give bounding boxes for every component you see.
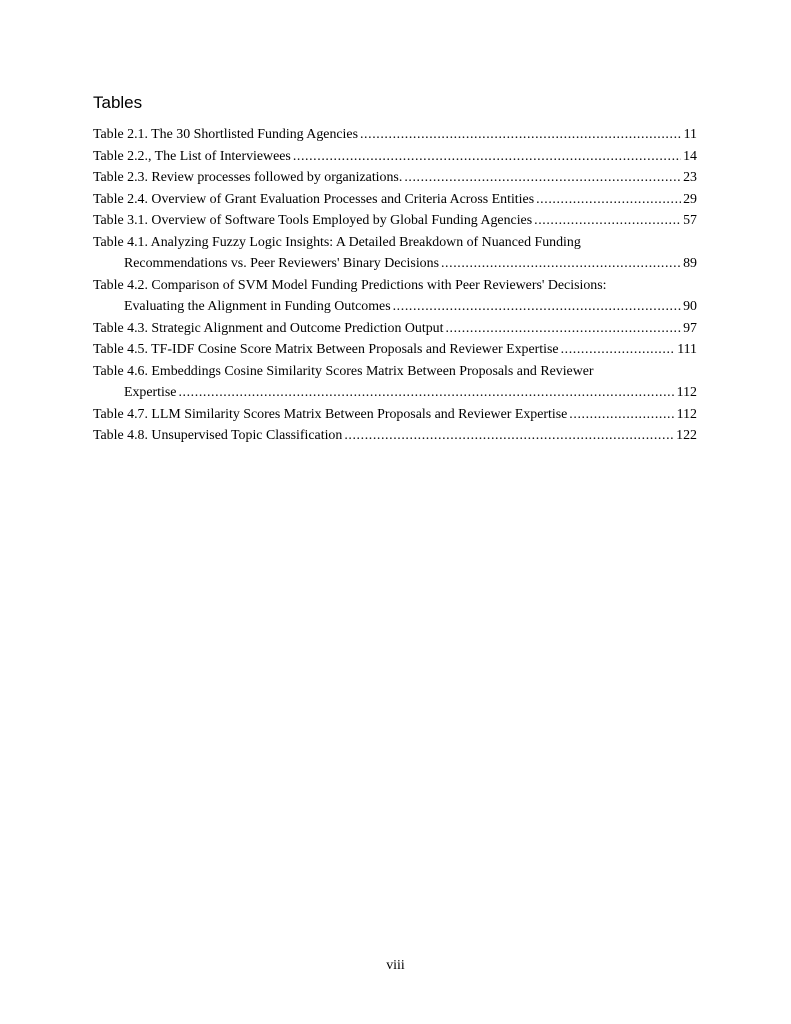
toc-entry-line	[93, 404, 697, 426]
dot-leader	[441, 253, 681, 275]
toc-entry-page: 112	[676, 406, 697, 422]
toc-entry-title: Table 4.2. Comparison of SVM Model Funding Predictions with Peer Reviewers' Decisions:	[93, 277, 607, 293]
toc-entry-page: 14	[683, 148, 697, 164]
dot-leader	[404, 167, 681, 189]
toc-entry-title: Table 2.1. The 30 Shortlisted Funding Agencies	[93, 127, 358, 142]
dot-leader	[344, 425, 674, 447]
toc-entry-page: 11	[683, 127, 697, 142]
toc-entry-first-line	[93, 232, 697, 254]
dot-leader	[293, 146, 681, 168]
toc-entry-title-continued: Recommendations vs. Peer Reviewers' Binary Decisions	[124, 256, 439, 271]
toc-entry-continuation-line	[93, 253, 697, 275]
dot-leader	[561, 339, 676, 361]
dot-leader	[393, 296, 682, 318]
toc-entry-line	[93, 146, 697, 168]
toc-entry-page: 89	[683, 256, 697, 271]
toc-entry-page: 29	[683, 191, 697, 207]
toc-entry[interactable]	[93, 189, 697, 211]
toc-entry[interactable]	[93, 146, 697, 168]
table-of-contents-list	[93, 124, 697, 447]
toc-entry-line	[93, 210, 697, 232]
toc-entry[interactable]	[93, 404, 697, 426]
toc-entry-page: 23	[683, 170, 697, 185]
toc-entry-title: Table 4.1. Analyzing Fuzzy Logic Insights: A Detailed Breakdown of Nuanced Funding	[93, 234, 581, 250]
list-of-tables-heading: Tables	[93, 93, 143, 112]
toc-entry-page: 122	[676, 428, 697, 443]
toc-entry-continuation-line	[93, 382, 697, 404]
toc-entry-title: Table 2.4. Overview of Grant Evaluation Processes and Criteria Across Entities	[93, 191, 535, 207]
toc-entry-line	[93, 339, 697, 361]
toc-entry[interactable]	[93, 425, 697, 447]
toc-entry-first-line	[93, 361, 697, 383]
toc-entry[interactable]	[93, 124, 697, 146]
dot-leader	[536, 189, 681, 211]
toc-entry-line	[93, 425, 697, 447]
toc-entry-continuation-line	[93, 296, 697, 318]
dot-leader	[569, 404, 674, 426]
toc-entry-line	[93, 318, 697, 340]
toc-entry-line	[93, 189, 697, 211]
toc-entry-page: 112	[676, 385, 697, 400]
toc-entry-page: 90	[683, 299, 697, 314]
dot-leader	[445, 318, 681, 340]
toc-entry-title: Table 4.8. Unsupervised Topic Classification	[93, 428, 343, 443]
toc-entry-title: Table 4.7. LLM Similarity Scores Matrix Between Proposals and Reviewer Expertise	[93, 406, 568, 422]
toc-entry-line	[93, 124, 697, 146]
dot-leader	[360, 124, 682, 146]
toc-entry-title: Table 2.3. Review processes followed by organizations.	[93, 170, 403, 185]
toc-entry-page: 57	[683, 213, 697, 228]
toc-entry-page: 97	[683, 320, 697, 336]
toc-entry[interactable]	[93, 318, 697, 340]
toc-entry-title: Table 4.5. TF-IDF Cosine Score Matrix Between Proposals and Reviewer Expertise	[93, 342, 559, 357]
toc-entry-title-continued: Expertise	[124, 385, 177, 400]
page-number: viii	[386, 958, 405, 973]
toc-entry[interactable]	[93, 167, 697, 189]
toc-entry-title: Table 4.3. Strategic Alignment and Outcome Prediction Output	[93, 320, 444, 336]
dot-leader	[534, 210, 681, 232]
toc-entry-title: Table 4.6. Embeddings Cosine Similarity Scores Matrix Between Proposals and Reviewer	[93, 363, 594, 379]
toc-entry[interactable]	[93, 275, 697, 318]
toc-entry[interactable]	[93, 339, 697, 361]
toc-entry-first-line	[93, 275, 697, 297]
toc-entry-line	[93, 167, 697, 189]
toc-entry-title: Table 3.1. Overview of Software Tools Employed by Global Funding Agencies	[93, 213, 533, 228]
toc-entry[interactable]	[93, 210, 697, 232]
toc-entry-title: Table 2.2., The List of Interviewees	[93, 148, 291, 164]
toc-entry[interactable]	[93, 361, 697, 404]
toc-entry[interactable]	[93, 232, 697, 275]
dot-leader	[178, 382, 674, 404]
toc-entry-title-continued: Evaluating the Alignment in Funding Outcomes	[124, 299, 391, 314]
toc-entry-page: 111	[677, 342, 697, 357]
